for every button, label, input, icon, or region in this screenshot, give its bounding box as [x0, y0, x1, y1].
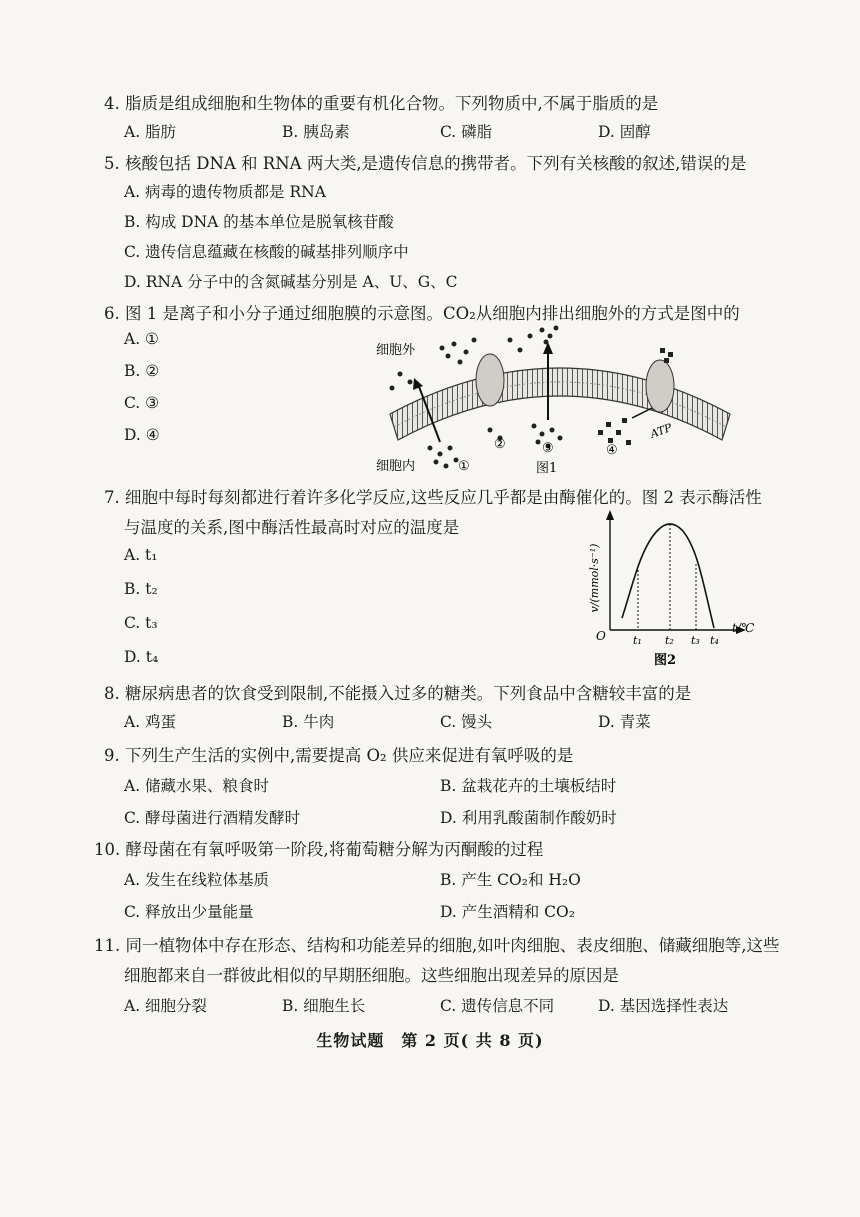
arrow-atp: [632, 408, 652, 418]
question-6-stem: 6. 图 1 是离子和小分子通过细胞膜的示意图。CO₂从细胞内排出细胞外的方式是图中的: [104, 304, 740, 323]
q8-option-d: D. 青菜: [598, 713, 651, 731]
q6-option-a: A. ①: [124, 330, 159, 348]
origin-label: O: [596, 629, 606, 643]
question-10-stem: 10. 酵母菌在有氧呼吸第一阶段,将葡萄糖分解为丙酮酸的过程: [94, 840, 544, 859]
q4-option-c: C. 磷脂: [440, 123, 493, 141]
atp-label: ATP: [648, 421, 674, 441]
marker-3: ③: [542, 441, 554, 456]
q5-option-b: B. 构成 DNA 的基本单位是脱氧核苷酸: [124, 213, 394, 231]
question-11-stem-line-1: 11. 同一植物体中存在形态、结构和功能差异的细胞,如叶肉细胞、表皮细胞、储藏细胞等,这些: [94, 936, 780, 955]
question-7-stem-line-1: 7. 细胞中每时每刻都进行着许多化学反应,这些反应几乎都是由酶催化的。图 2 表示酶活性: [104, 488, 762, 507]
question-7-stem-line-2: 与温度的关系,图中酶活性最高时对应的温度是: [124, 518, 460, 537]
page-footer: 生物试题 第 2 页( 共 8 页): [316, 1031, 544, 1050]
tick-t4: t₄: [710, 634, 719, 647]
figure-2-enzyme-graph: [580, 508, 770, 668]
q9-option-d: D. 利用乳酸菌制作酸奶时: [440, 809, 617, 827]
q5-option-d: D. RNA 分子中的含氮碱基分别是 A、U、G、C: [124, 273, 458, 291]
question-8-stem: 8. 糖尿病患者的饮食受到限制,不能摄入过多的糖类。下列食品中含糖较丰富的是: [104, 684, 692, 703]
y-axis-label: v/(mmol·s⁻¹): [588, 543, 601, 613]
q9-option-c: C. 酵母菌进行酒精发酵时: [124, 809, 301, 827]
q5-option-c: C. 遗传信息蕴藏在核酸的碱基排列顺序中: [124, 243, 409, 261]
q7-option-a: A. t₁: [124, 546, 158, 564]
tick-t1: t₁: [633, 634, 642, 647]
x-axis-label: t/℃: [732, 621, 755, 635]
q8-option-a: A. 鸡蛋: [124, 713, 177, 731]
figure-2-caption: 图2: [654, 653, 677, 668]
q11-option-d: D. 基因选择性表达: [598, 997, 729, 1015]
q8-option-b: B. 牛肉: [282, 713, 335, 731]
membrane-bilayer: [390, 368, 730, 440]
q10-option-c: C. 释放出少量能量: [124, 903, 254, 921]
q8-option-c: C. 馒头: [440, 713, 493, 731]
q6-option-d: D. ④: [124, 426, 160, 444]
question-9-stem: 9. 下列生产生活的实例中,需要提高 O₂ 供应来促进有氧呼吸的是: [104, 746, 574, 765]
q11-option-a: A. 细胞分裂: [124, 997, 208, 1015]
marker-2: ②: [494, 437, 506, 452]
label-inside: 细胞内: [376, 459, 416, 474]
activity-curve: [622, 524, 714, 628]
q7-option-d: D. t₄: [124, 648, 159, 666]
q5-option-a: A. 病毒的遗传物质都是 RNA: [124, 183, 326, 201]
q11-option-c: C. 遗传信息不同: [440, 997, 555, 1015]
tick-t3: t₃: [691, 634, 700, 647]
question-5-stem: 5. 核酸包括 DNA 和 RNA 两大类,是遗传信息的携带者。下列有关核酸的叙述,错误的是: [104, 154, 747, 173]
carrier-protein-4: [646, 360, 674, 412]
q7-option-b: B. t₂: [124, 580, 158, 598]
q4-option-b: B. 胰岛素: [282, 123, 350, 141]
marker-1: ①: [458, 459, 470, 474]
question-11-stem-line-2: 细胞都来自一群彼此相似的早期胚细胞。这些细胞出现差异的原因是: [124, 966, 619, 985]
q6-option-b: B. ②: [124, 362, 160, 380]
q10-option-b: B. 产生 CO₂和 H₂O: [440, 871, 581, 889]
q4-option-d: D. 固醇: [598, 123, 651, 141]
channel-protein-2: [476, 354, 504, 406]
marker-4: ④: [606, 443, 618, 458]
q10-option-d: D. 产生酒精和 CO₂: [440, 903, 575, 921]
q9-option-a: A. 储藏水果、粮食时: [124, 777, 270, 795]
q11-option-b: B. 细胞生长: [282, 997, 366, 1015]
figure-1-caption: 图1: [536, 461, 558, 476]
label-outside: 细胞外: [376, 343, 416, 358]
q7-option-c: C. t₃: [124, 614, 158, 632]
q9-option-b: B. 盆栽花卉的土壤板结时: [440, 777, 617, 795]
tick-t2: t₂: [665, 634, 674, 647]
q10-option-a: A. 发生在线粒体基质: [124, 871, 270, 889]
question-4-stem: 4. 脂质是组成细胞和生物体的重要有机化合物。下列物质中,不属于脂质的是: [104, 94, 659, 113]
q6-option-c: C. ③: [124, 394, 160, 412]
figure-1-membrane-diagram: [370, 322, 750, 480]
q4-option-a: A. 脂肪: [124, 123, 177, 141]
